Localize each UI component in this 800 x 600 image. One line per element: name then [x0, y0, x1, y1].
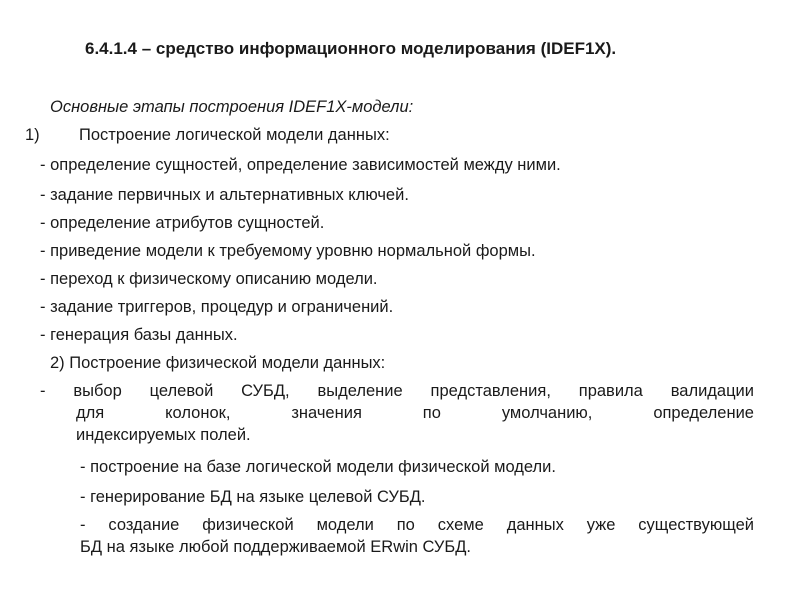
step1-item: - определение сущностей, определение зависимостей между ними. — [40, 156, 561, 174]
step1-number: 1) — [25, 126, 40, 144]
slide-title: 6.4.1.4 – средство информационного моделирования (IDEF1X). — [85, 39, 617, 58]
step1-item: - задание триггеров, процедур и ограничений. — [40, 298, 394, 316]
paragraph-line: - создание физической модели по схеме данных уже существующей — [80, 516, 754, 534]
step1-item: - приведение модели к требуемому уровню нормальной формы. — [40, 242, 536, 260]
step2-item: - генерирование БД на языке целевой СУБД. — [80, 488, 426, 506]
paragraph-line: - выбор целевой СУБД, выделение представления, правила валидации — [40, 382, 754, 400]
step2-item: - построение на базе логической модели физической модели. — [80, 458, 556, 476]
paragraph-line: индексируемых полей. — [76, 426, 251, 444]
step2-paragraph-existing-db — [80, 514, 754, 558]
step1-item: - определение атрибутов сущностей. — [40, 214, 325, 232]
step1-item: - переход к физическому описанию модели. — [40, 270, 378, 288]
step2-heading: 2) Построение физической модели данных: — [50, 354, 386, 372]
step1-heading: Построение логической модели данных: — [79, 126, 390, 144]
paragraph-line: БД на языке любой поддерживаемой ERwin СУБД. — [80, 538, 471, 556]
step1-item: - задание первичных и альтернативных ключей. — [40, 186, 409, 204]
step2-paragraph-dbms — [40, 380, 754, 446]
paragraph-line: для колонок, значения по умолчанию, определение — [76, 404, 754, 422]
subtitle: Основные этапы построения IDEF1X-модели: — [50, 98, 414, 116]
step1-item: - генерация базы данных. — [40, 326, 238, 344]
